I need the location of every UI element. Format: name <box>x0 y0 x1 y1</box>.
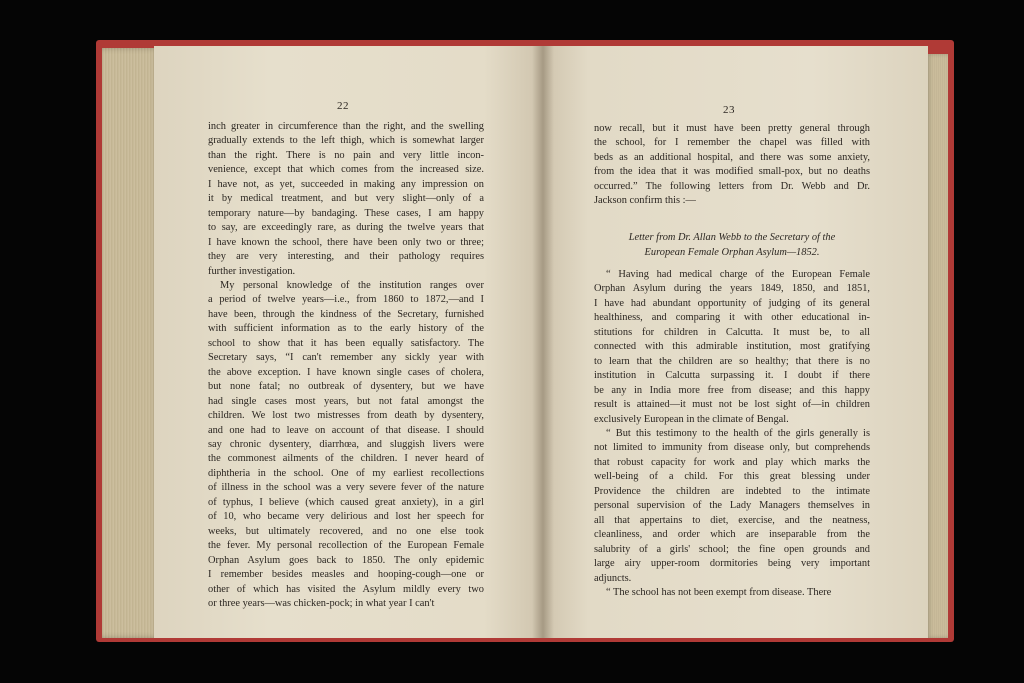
text-line: from the idea that it was modified small-pox, but no deaths <box>594 166 870 178</box>
text-line: had single cases most years, but not fatal amongst the <box>208 395 484 407</box>
text-line: to say, are exceedingly rare, as during the twelve years that <box>208 222 484 234</box>
text-line: children. We lost two mistresses from death by dysentery, <box>208 410 484 422</box>
text-line: temporary nature—by bandaging. These cases, I am happy <box>208 207 484 219</box>
right-page <box>542 46 928 638</box>
text-line: or three years—was chicken-pock; in what year I can't <box>208 597 435 609</box>
text-line: say chronic dysentery, diarrhœa, and sluggish livers were <box>208 438 484 450</box>
text-line: stitutions for children in Calcutta. It must be, to all <box>594 326 870 338</box>
text-line: I have had abundant opportunity of judging of its general <box>594 297 870 309</box>
text-line: of illness in the school was a very severe fever of the nature <box>208 482 484 494</box>
text-line: than the right. There is no pain and very little incon- <box>208 149 484 161</box>
page-edges-left <box>102 48 160 638</box>
heading-line: Letter from Dr. Allan Webb to the Secretary of the <box>628 232 836 243</box>
text-line: healthiness, and comparing it with other educational in- <box>594 312 870 324</box>
text-line: I have not, as yet, succeeded in making any impression on <box>208 178 484 190</box>
text-line: with sufficient information as to the early history of the <box>208 323 484 335</box>
text-line: they are very interesting, and their pathology requires <box>208 251 484 263</box>
text-line: exclusively European in the climate of Bengal. <box>594 413 789 425</box>
text-line: venience, except that which comes from the increased size. <box>208 164 484 176</box>
text-line: gradually extends to the left thigh, which is somewhat larger <box>208 135 484 147</box>
text-line: the above exception. I have known single cases of cholera, <box>208 366 484 378</box>
text-line: adjuncts. <box>594 572 632 584</box>
text-line: result is attained—it must not be lost sight of—in children <box>594 399 870 411</box>
text-line: institution in Calcutta surpassing it. I doubt if there <box>594 370 870 382</box>
text-line: Orphan Asylum goes back to 1850. The only epidemic <box>208 554 484 566</box>
text-line: but none fatal; no outbreak of dysentery, but we have <box>208 381 484 393</box>
text-line: Orphan Asylum during the years 1849, 1850, and 1851, <box>594 283 870 295</box>
text-line: the school, for I remember the chapel was filled with <box>594 137 870 149</box>
text-line: to learn that the children are so healthy; that there is no <box>594 355 870 367</box>
text-line: cleanliness, and order which are inseparable from the <box>594 529 870 541</box>
text-line: salubrity of a girls' school; the fine open grounds and <box>594 543 870 555</box>
text-line: it by medical treatment, and but very slight—only of a <box>208 193 484 205</box>
text-line: beds as an additional hospital, and there was some anxiety, <box>594 151 870 163</box>
text-line: a period of twelve years—i.e., from 1860 to 1872,—and I <box>208 294 484 306</box>
book-gutter <box>532 46 554 638</box>
text-line: that robust capacity for work and play which marks the <box>594 456 870 468</box>
letter-body <box>594 268 870 600</box>
text-line: well-being of a child. For this great blessing under <box>594 471 870 483</box>
text-line: other of which has visited the Asylum mildly every two <box>208 583 484 595</box>
text-line: further investigation. <box>208 265 296 277</box>
letter-heading <box>594 230 870 260</box>
text-line: school to show that it has been equally satisfactory. The <box>208 337 484 349</box>
text-line: My personal knowledge of the institution ranges over <box>220 279 484 291</box>
text-line: Providence the children are indebted to the intimate <box>594 485 870 497</box>
page-number: 23 <box>723 104 735 116</box>
text-line: all that appertains to diet, exercise, and the neatness, <box>594 514 870 526</box>
text-line: be any in India more free from disease; and this happy <box>594 384 870 396</box>
page-edges-right <box>926 54 948 638</box>
text-line: and one had to leave on account of that disease. I should <box>208 424 484 436</box>
left-page-body <box>208 120 484 611</box>
text-line: not limited to immunity from disease only, but comprehends <box>594 442 870 454</box>
text-line: I have known the school, there have been only two or three; <box>208 236 484 248</box>
text-line: large airy upper-room dormitories being very important <box>594 558 870 570</box>
left-page <box>154 46 542 638</box>
text-line: of typhus, I believe (which caused great anxiety), in a girl <box>208 496 484 508</box>
text-line: Secretary says, “I can't remember any sickly year with <box>208 352 484 364</box>
right-page-intro <box>594 122 870 209</box>
heading-line: European Female Orphan Asylum—1852. <box>644 247 820 258</box>
text-line: I remember besides measles and hooping-cough—one or <box>208 569 484 581</box>
text-line: now recall, but it must have been pretty general through <box>594 123 870 134</box>
text-line: Jackson confirm this :— <box>594 195 696 207</box>
text-line: personal supervision of the Lady Managers themselves in <box>594 500 870 512</box>
text-line: connected with this admirable institution, most gratifying <box>594 341 870 353</box>
text-line: inch greater in circumference than the right, and the swelling <box>208 121 484 132</box>
text-line: the fever. My personal recollection of the European Female <box>208 540 484 552</box>
text-line: have been, through the kindness of the Secretary, furnished <box>208 308 484 320</box>
text-line: diphtheria in the school. One of my earliest recollections <box>208 467 484 479</box>
text-line: “ Having had medical charge of the European Female <box>606 269 870 280</box>
page-number: 22 <box>337 100 349 112</box>
text-line: the commonest ailments of the children. I never heard of <box>208 453 484 465</box>
text-line: “ The school has not been exempt from disease. There <box>606 586 832 598</box>
text-line: weeks, but ultimately recovered, and no one else took <box>208 525 484 537</box>
open-book <box>96 40 956 644</box>
text-line: of 10, who became very delirious and lost her speech for <box>208 511 484 523</box>
text-line: occurred.” The following letters from Dr. Webb and Dr. <box>594 180 870 192</box>
text-line: “ But this testimony to the health of the girls generally is <box>606 427 870 439</box>
